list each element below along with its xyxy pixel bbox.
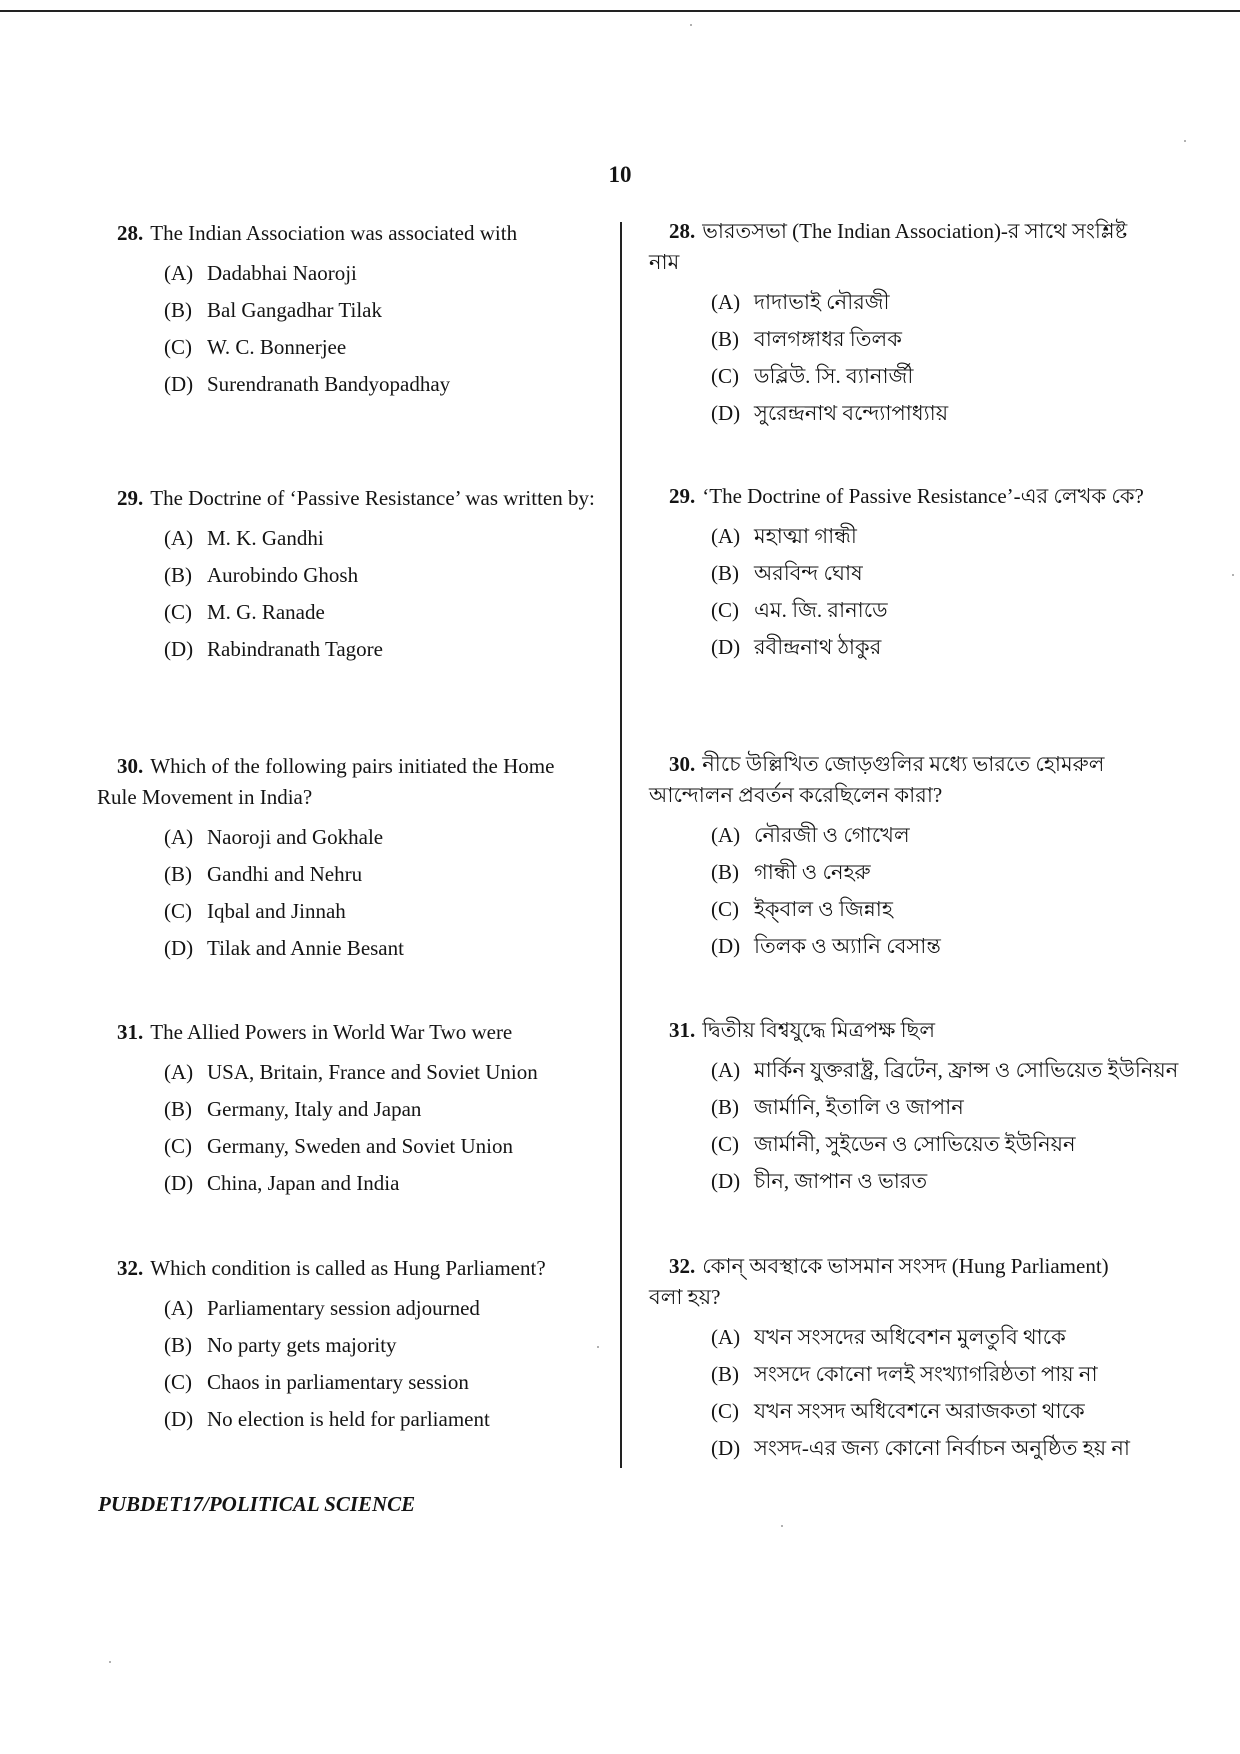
scan-speck	[690, 24, 692, 26]
option-c: (C) ইক্‌বাল ও জিন্নাহ	[711, 897, 893, 921]
question-en-28	[97, 218, 597, 403]
question-bn-31	[649, 1015, 1179, 1200]
question-text: Which condition is called as Hung Parliament?	[150, 1256, 546, 1280]
option-a: (A) Dadabhai Naoroji	[164, 261, 357, 285]
scan-speck	[1184, 140, 1186, 142]
option-c: (C) Iqbal and Jinnah	[164, 899, 346, 923]
option-b: (B) Bal Gangadhar Tilak	[164, 298, 382, 322]
option-b: (B) অরবিন্দ ঘোষ	[711, 561, 863, 585]
option-d: (D) চীন, জাপান ও ভারত	[711, 1169, 928, 1193]
question-text: ‘The Doctrine of Passive Resistance’-এর লেখক কে?	[702, 484, 1144, 508]
option-a: (A) Naoroji and Gokhale	[164, 825, 384, 849]
question-number: 29.	[669, 484, 696, 508]
option-d: (D) রবীন্দ্রনাথ ঠাকুর	[711, 635, 882, 659]
option-list	[97, 1054, 597, 1202]
page-number: 10	[608, 162, 632, 187]
question-text: ভারতসভা (The Indian Association)-র সাথে সংশ্লিষ্ট নাম	[649, 219, 1128, 274]
column-divider	[620, 222, 622, 1468]
question-text: The Allied Powers in World War Two were	[150, 1020, 513, 1044]
option-d: (D) Surendranath Bandyopadhay	[164, 372, 451, 396]
option-d: (D) সুরেন্দ্রনাথ বন্দ্যোপাধ্যায়	[711, 401, 949, 425]
scan-speck	[1232, 574, 1234, 576]
option-a: (A) M. K. Gandhi	[164, 526, 324, 550]
question-en-31	[97, 1017, 597, 1202]
option-a: (A) USA, Britain, France and Soviet Union	[164, 1060, 538, 1084]
question-number: 32.	[669, 1254, 696, 1278]
footer-code: PUBDET17/POLITICAL SCIENCE	[98, 1492, 416, 1516]
question-number: 28.	[669, 219, 696, 243]
option-list	[97, 1290, 597, 1438]
option-list	[649, 284, 1144, 432]
scan-speck	[597, 1346, 599, 1348]
option-list	[649, 817, 1144, 965]
question-number: 31.	[669, 1018, 696, 1042]
option-list	[97, 520, 597, 668]
question-number: 30.	[669, 752, 696, 776]
option-c: (C) যখন সংসদ অধিবেশনে অরাজকতা থাকে	[711, 1399, 1085, 1423]
option-c: (C) M. G. Ranade	[164, 600, 325, 624]
option-a: (A) Parliamentary session adjourned	[164, 1296, 480, 1320]
option-b: (B) জার্মানি, ইতালি ও জাপান	[711, 1095, 964, 1119]
option-b: (B) No party gets majority	[164, 1333, 397, 1357]
question-text: The Indian Association was associated with	[150, 221, 518, 245]
question-number: 32.	[117, 1256, 144, 1280]
option-d: (D) Tilak and Annie Besant	[164, 936, 404, 960]
option-list	[649, 1319, 1144, 1467]
question-number: 29.	[117, 486, 144, 510]
option-b: (B) গান্ধী ও নেহরু	[711, 860, 871, 884]
question-en-30	[97, 751, 597, 967]
option-d: (D) No election is held for parliament	[164, 1407, 490, 1431]
question-text: নীচে উল্লিখিত জোড়গুলির মধ্যে ভারতে হোমরুল আন্দোলন প্রবর্তন করেছিলেন কারা?	[649, 752, 1105, 807]
question-en-32	[97, 1253, 597, 1438]
option-a: (A) নৌরজী ও গোখেল	[711, 823, 910, 847]
question-number: 28.	[117, 221, 144, 245]
question-text: The Doctrine of ‘Passive Resistance’ was written by:	[150, 486, 595, 510]
option-d: (D) China, Japan and India	[164, 1171, 400, 1195]
option-a: (A) যখন সংসদের অধিবেশন মুলতুবি থাকে	[711, 1325, 1066, 1349]
option-b: (B) বালগঙ্গাধর তিলক	[711, 327, 902, 351]
option-list	[97, 819, 597, 967]
option-list	[97, 255, 597, 403]
option-d: (D) Rabindranath Tagore	[164, 637, 383, 661]
option-a: (A) মার্কিন যুক্তরাষ্ট্র, ব্রিটেন, ফ্রান্স ও সোভিয়েত ইউনিয়ন	[711, 1058, 1179, 1082]
option-b: (B) Gandhi and Nehru	[164, 862, 363, 886]
question-text: দ্বিতীয় বিশ্বযুদ্ধে মিত্রপক্ষ ছিল	[702, 1018, 935, 1042]
option-c: (C) ডব্লিউ. সি. ব্যানার্জী	[711, 364, 914, 388]
option-b: (B) সংসদে কোনো দলই সংখ্যাগরিষ্ঠতা পায় না	[711, 1362, 1098, 1386]
option-b: (B) Germany, Italy and Japan	[164, 1097, 422, 1121]
scan-speck	[781, 1525, 783, 1527]
question-bn-32	[649, 1251, 1144, 1467]
question-number: 30.	[117, 754, 144, 778]
option-d: (D) সংসদ-এর জন্য কোনো নির্বাচন অনুষ্ঠিত হয় না	[711, 1436, 1130, 1460]
option-a: (A) মহাত্মা গান্ধী	[711, 524, 857, 548]
question-text: Which of the following pairs initiated the Home Rule Movement in India?	[97, 754, 555, 809]
question-bn-30	[649, 749, 1144, 965]
question-en-29	[97, 483, 597, 668]
option-list	[649, 1052, 1179, 1200]
option-c: (C) জার্মানী, সুইডেন ও সোভিয়েত ইউনিয়ন	[711, 1132, 1076, 1156]
option-c: (C) Chaos in parliamentary session	[164, 1370, 469, 1394]
option-b: (B) Aurobindo Ghosh	[164, 563, 359, 587]
option-c: (C) Germany, Sweden and Soviet Union	[164, 1134, 513, 1158]
scan-speck	[109, 1661, 111, 1663]
option-c: (C) W. C. Bonnerjee	[164, 335, 347, 359]
option-list	[649, 518, 1144, 666]
option-d: (D) তিলক ও অ্যানি বেসান্ত	[711, 934, 941, 958]
option-c: (C) এম. জি. রানাডে	[711, 598, 888, 622]
top-rule	[0, 10, 1240, 12]
option-a: (A) দাদাভাই নৌরজী	[711, 290, 890, 314]
question-bn-28	[649, 216, 1144, 432]
question-number: 31.	[117, 1020, 144, 1044]
question-bn-29	[649, 481, 1144, 666]
question-text: কোন্ অবস্থাকে ভাসমান সংসদ (Hung Parliament) বলা হয়?	[649, 1254, 1109, 1309]
